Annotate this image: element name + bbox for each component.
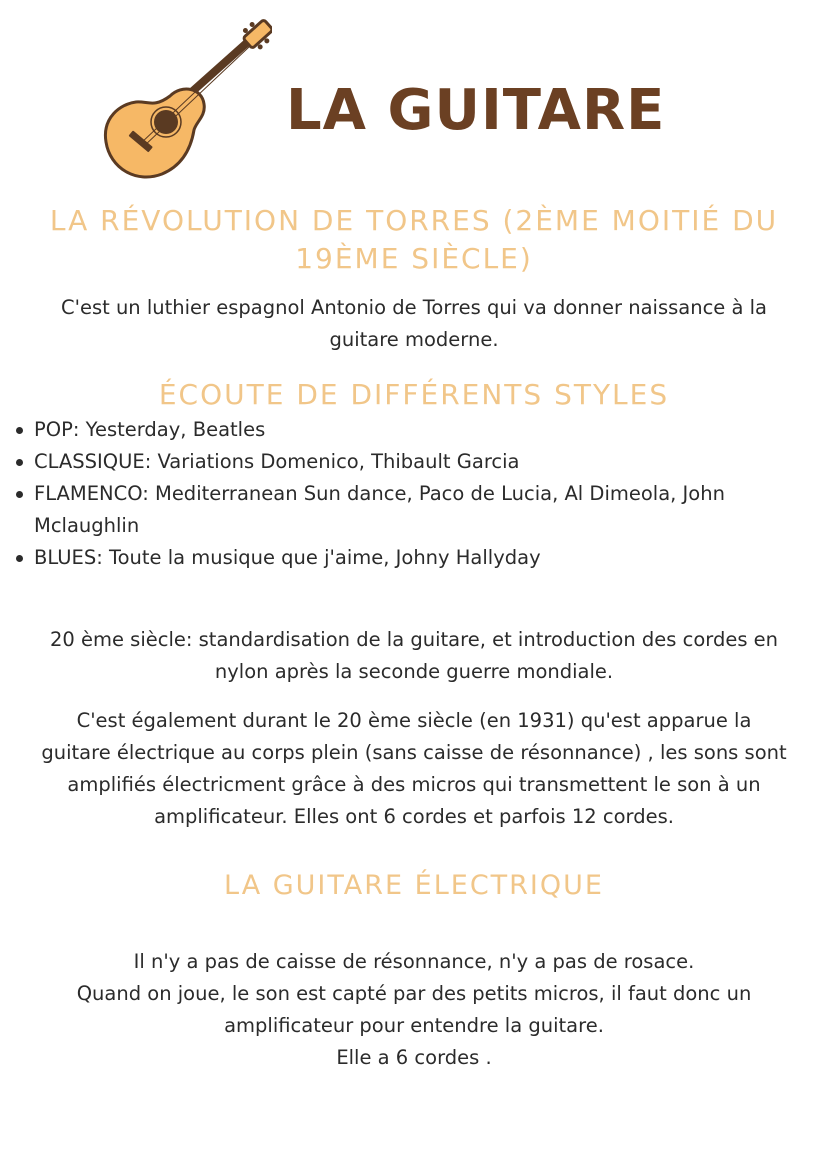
torres-heading: LA RÉVOLUTION DE TORRES (2ÈME MOITIÉ DU 19ÈME SIÈCLE) <box>49 204 779 275</box>
list-item-text: BLUES: Toute la musique que j'aime, Johny Hallyday <box>34 546 541 569</box>
list-item <box>12 414 802 446</box>
torres-paragraph: C'est un luthier espagnol Antonio de Torres qui va donner naissance à la guitare moderne. <box>60 296 768 351</box>
century-paragraph: 20 ème siècle: standardisation de la guitare, et introduction des cordes en nylon après la seconde guerre mondiale. <box>49 628 779 683</box>
styles-list <box>12 414 802 574</box>
electric-line: Quand on joue, le son est capté par des petits micros, il faut donc un amplificateur pour entendre la guitare. <box>76 982 752 1037</box>
list-item <box>12 478 802 542</box>
electric-heading: LA GUITARE ÉLECTRIQUE <box>224 870 604 901</box>
page-title: LA GUITARE <box>286 78 666 143</box>
bullet-icon <box>16 491 23 498</box>
list-item <box>12 446 802 478</box>
electric-history-paragraph: C'est également durant le 20 ème siècle (en 1931) qu'est apparue la guitare électrique au corps plein (sans caisse de résonnance) , les sons sont amplifiés électricment grâce à des micros qui transmettent le son à un amplificateur. Elles ont 6 cordes et parfois 12 cordes. <box>41 709 787 828</box>
bullet-icon <box>16 555 23 562</box>
list-item <box>12 542 802 574</box>
electric-paragraph <box>0 946 828 1074</box>
list-item-text: FLAMENCO: Mediterranean Sun dance, Paco de Lucia, Al Dimeola, John Mclaughlin <box>34 482 725 537</box>
electric-line: Elle a 6 cordes . <box>336 1046 492 1069</box>
list-item-text: CLASSIQUE: Variations Domenico, Thibault Garcia <box>34 450 520 473</box>
list-item-text: POP: Yesterday, Beatles <box>34 418 266 441</box>
acoustic-guitar-icon <box>100 18 272 182</box>
bullet-icon <box>16 459 23 466</box>
electric-line: Il n'y a pas de caisse de résonnance, n'y a pas de rosace. <box>133 950 695 973</box>
styles-heading: ÉCOUTE DE DIFFÉRENTS STYLES <box>158 378 670 411</box>
bullet-icon <box>16 427 23 434</box>
